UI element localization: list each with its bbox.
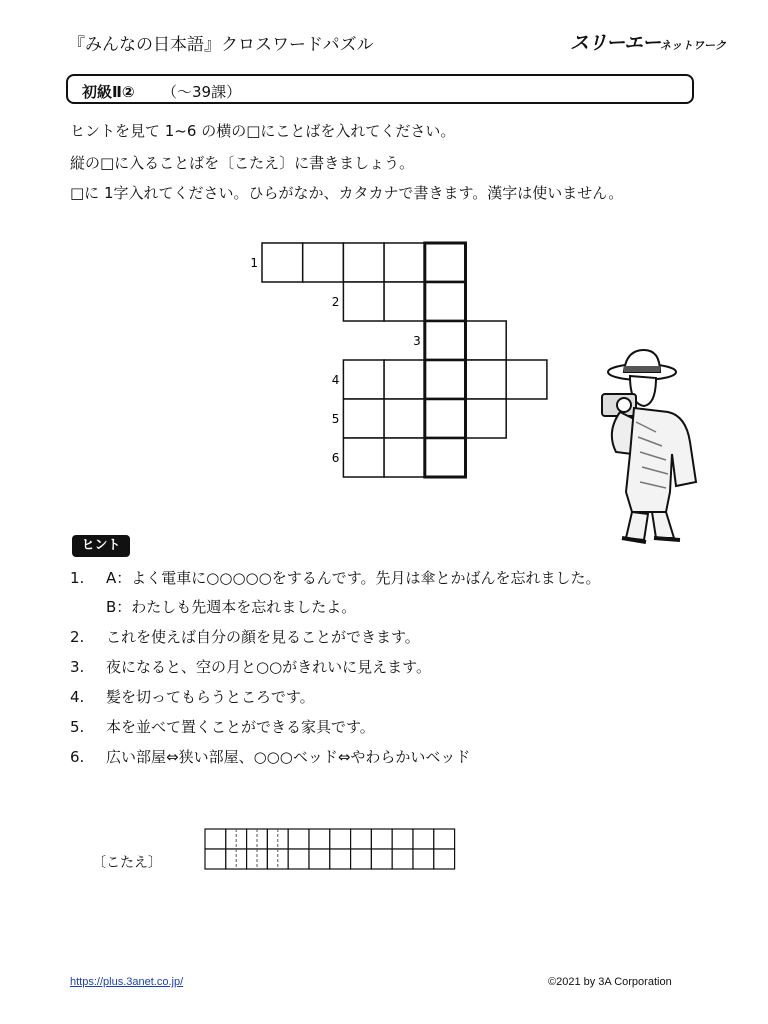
answer-cell[interactable] — [371, 849, 392, 869]
grid-cell[interactable] — [343, 399, 384, 438]
hint-item — [70, 567, 601, 588]
answer-cell[interactable] — [351, 829, 372, 849]
page-title: 『みんなの日本語』クロスワードパズル — [68, 35, 374, 55]
grid-cell[interactable] — [343, 360, 384, 399]
hint-number: 3. — [70, 658, 85, 676]
grid-cell[interactable] — [303, 243, 344, 282]
answer-column-cell[interactable] — [425, 360, 466, 399]
answer-cell[interactable] — [392, 849, 413, 869]
answer-cell[interactable] — [330, 829, 351, 849]
hint-text: 髪を切ってもらうところです。 — [106, 688, 315, 706]
row-number: 1 — [250, 256, 258, 270]
hint-text: A：よく電車に○○○○○をするんです。先月は傘とかばんを忘れました。 — [106, 569, 601, 587]
hint-number: 5. — [70, 718, 85, 736]
hint-item — [70, 656, 431, 677]
hint-text: 本を並べて置くことができる家具です。 — [106, 718, 375, 736]
hint-item — [70, 596, 356, 617]
answer-cell[interactable] — [288, 829, 309, 849]
answer-cell[interactable] — [434, 829, 455, 849]
hint-number: 2. — [70, 628, 85, 646]
hint-text: これを使えば自分の顔を見ることができます。 — [106, 628, 420, 646]
answer-cell[interactable] — [413, 849, 434, 869]
lesson-label: 初級Ⅱ② — [82, 83, 135, 101]
answer-column-cell[interactable] — [425, 321, 466, 360]
row-number: 5 — [331, 412, 340, 426]
answer-column-cell[interactable] — [425, 243, 466, 282]
grid-cell[interactable] — [343, 282, 384, 321]
row-number: 6 — [331, 451, 340, 465]
grid-cell[interactable] — [466, 399, 507, 438]
grid-cell[interactable] — [466, 360, 507, 399]
hint-number: 4. — [70, 688, 85, 706]
answer-column-cell[interactable] — [425, 438, 466, 477]
grid-cell[interactable] — [343, 243, 384, 282]
hint-number: 1. — [70, 569, 85, 587]
answer-label: 〔こたえ〕 — [92, 855, 162, 871]
grid-cell[interactable] — [343, 438, 384, 477]
footer-link[interactable]: https://plus.3anet.co.jp/ — [70, 976, 184, 988]
hint-item — [70, 626, 420, 647]
hint-item — [70, 746, 470, 767]
answer-cell[interactable] — [309, 829, 330, 849]
answer-cell[interactable] — [351, 849, 372, 869]
grid-cell[interactable] — [384, 282, 425, 321]
answer-cell[interactable] — [413, 829, 434, 849]
hint-item — [70, 686, 315, 707]
hint-item — [70, 716, 375, 737]
hint-text: 広い部屋⇔狭い部屋、○○○ベッド⇔やわらかいベッド — [106, 748, 471, 766]
instruction-2: 縦の□に入ることばを〔こたえ〕に書きましょう。 — [70, 154, 415, 172]
grid-cell[interactable] — [384, 243, 425, 282]
answer-cell[interactable] — [434, 849, 455, 869]
hint-badge: ヒント — [72, 535, 130, 557]
answer-cell[interactable] — [392, 829, 413, 849]
row-number: 2 — [331, 295, 340, 309]
answer-cell[interactable] — [205, 829, 226, 849]
grid-cell[interactable] — [506, 360, 547, 399]
grid-cell[interactable] — [384, 438, 425, 477]
answer-cell[interactable] — [371, 829, 392, 849]
grid-cell[interactable] — [466, 321, 507, 360]
instruction-1: ヒントを見て 1~6 の横の□にことばを入れてください。 — [70, 122, 456, 140]
answer-cell[interactable] — [330, 849, 351, 869]
hint-text: 夜になると、空の月と○○がきれいに見えます。 — [106, 658, 431, 676]
hint-text: B：わたしも先週本を忘れましたよ。 — [106, 598, 357, 616]
answer-cell[interactable] — [309, 849, 330, 869]
answer-column-cell[interactable] — [425, 399, 466, 438]
instruction-3: □に 1字入れてください。ひらがなか、カタカナで書きます。漢字は使いません。 — [70, 184, 624, 202]
lesson-range: （～39課） — [162, 83, 242, 101]
answer-cell[interactable] — [288, 849, 309, 869]
logo-sub-text: ネットワーク — [660, 39, 727, 52]
photographer-illustration — [596, 342, 716, 547]
grid-cell[interactable] — [262, 243, 303, 282]
row-number: 3 — [413, 334, 421, 348]
answer-boxes[interactable] — [200, 826, 460, 872]
logo-main-text: スリーエー — [570, 32, 661, 54]
hint-number: 6. — [70, 748, 85, 766]
answer-column-cell[interactable] — [425, 282, 466, 321]
copyright: ©2021 by 3A Corporation — [548, 976, 672, 988]
answer-cell[interactable] — [205, 849, 226, 869]
row-number: 4 — [331, 373, 340, 387]
grid-cell[interactable] — [384, 360, 425, 399]
grid-cell[interactable] — [384, 399, 425, 438]
